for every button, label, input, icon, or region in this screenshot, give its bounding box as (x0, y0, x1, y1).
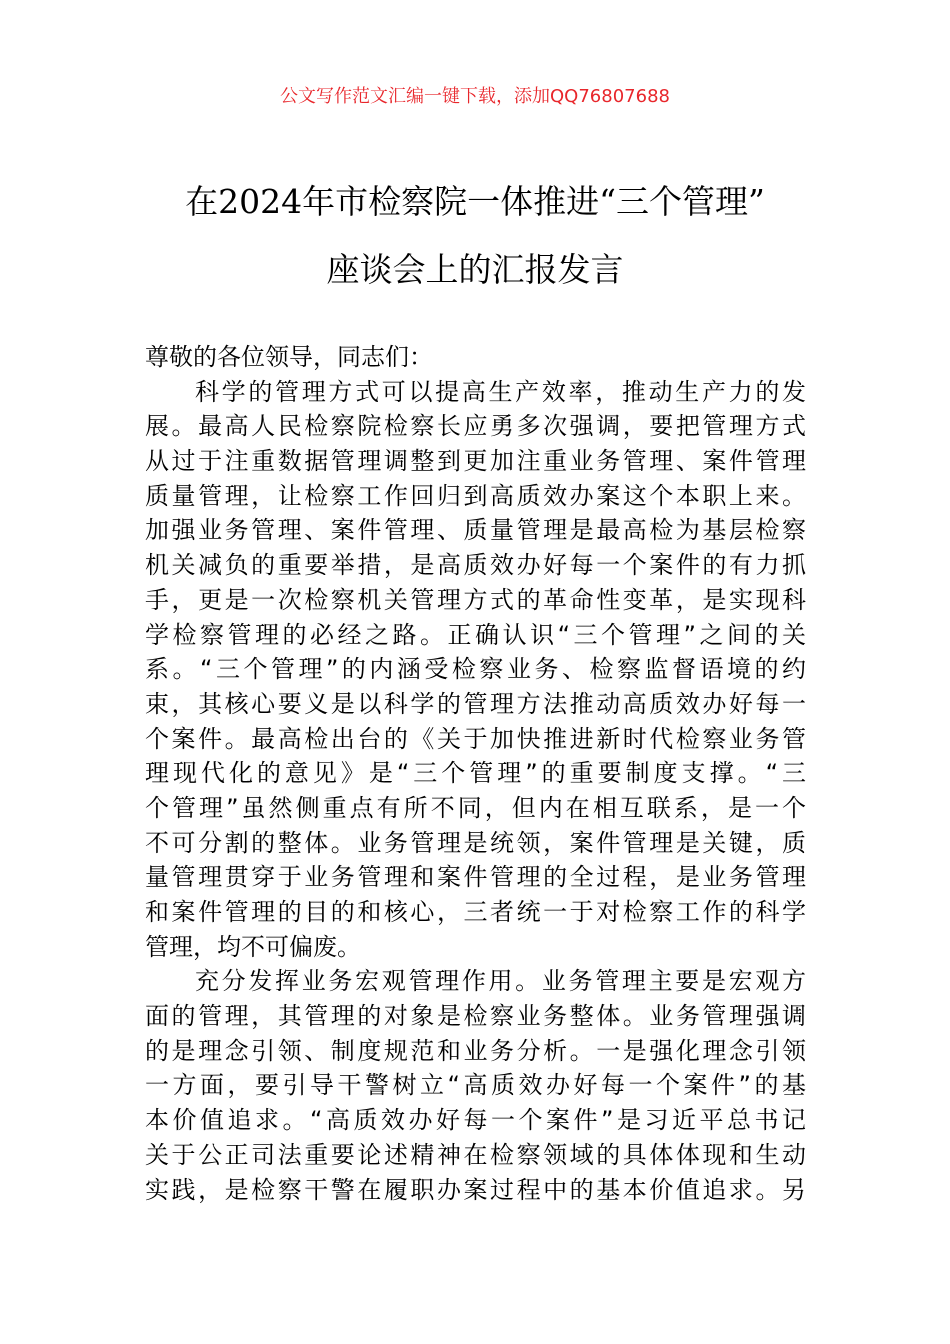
paragraph-line: 的是理念引领、制度规范和业务分析。一是强化理念引领 (145, 1036, 806, 1065)
paragraph-line: 个管理”虽然侧重点有所不同，但内在相互联系，是一个 (145, 793, 806, 822)
paragraph-line: 一方面，要引导干警树立“高质效办好每一个案件”的基 (145, 1071, 806, 1100)
paragraph-line: 充分发挥业务宏观管理作用。业务管理主要是宏观方 (195, 967, 806, 996)
paragraph-line: 个案件。最高检出台的《关于加快推进新时代检察业务管 (145, 724, 806, 753)
paragraph-line: 从过于注重数据管理调整到更加注重业务管理、案件管理 (145, 447, 806, 476)
paragraph-line: 管理，均不可偏废。 (145, 932, 361, 961)
paragraphs (145, 375, 806, 1208)
document-body (145, 340, 806, 1207)
document-title-line-1: 在2024年市检察院一体推进“三个管理” (185, 182, 765, 221)
paragraph-line: 不可分割的整体。业务管理是统领，案件管理是关键，质 (145, 828, 806, 857)
paragraph-line: 理现代化的意见》是“三个管理”的重要制度支撑。“三 (145, 759, 806, 788)
paragraph-line: 实践，是检察干警在履职办案过程中的基本价值追求。另 (145, 1175, 806, 1204)
paragraph-line: 科学的管理方式可以提高生产效率，推动生产力的发 (195, 377, 806, 406)
paragraph-line: 关于公正司法重要论述精神在检察领域的具体体现和生动 (145, 1140, 806, 1169)
paragraph-line: 加强业务管理、案件管理、质量管理是最高检为基层检察 (145, 516, 806, 545)
paragraph-line: 学检察管理的必经之路。正确认识“三个管理”之间的关 (145, 620, 806, 649)
paragraph-line: 展。最高人民检察院检察长应勇多次强调，要把管理方式 (145, 412, 806, 441)
paragraph-line: 质量管理，让检察工作回归到高质效办案这个本职上来。 (145, 481, 806, 510)
salutation: 尊敬的各位领导，同志们： (145, 343, 433, 371)
paragraph-line: 本价值追求。“高质效办好每一个案件”是习近平总书记 (145, 1106, 806, 1135)
paragraph-line: 量管理贯穿于业务管理和案件管理的全过程，是业务管理 (145, 863, 806, 892)
paragraph-line: 系。“三个管理”的内涵受检察业务、检察监督语境的约 (145, 655, 806, 684)
paragraph-line: 束，其核心要义是以科学的管理方法推动高质效办好每一 (145, 689, 806, 718)
paragraph-line: 机关减负的重要举措，是高质效办好每一个案件的有力抓 (145, 551, 806, 580)
watermark-header: 公文写作范文汇编一键下载，添加QQ76807688 (280, 86, 670, 107)
document-title-line-2: 座谈会上的汇报发言 (326, 250, 624, 289)
paragraph (145, 964, 806, 1207)
paragraph-line: 和案件管理的目的和核心，三者统一于对检察工作的科学 (145, 898, 806, 926)
paragraph-line: 面的管理，其管理的对象是检察业务整体。业务管理强调 (145, 1002, 806, 1031)
paragraph (145, 375, 806, 965)
paragraph-line: 手，更是一次检察机关管理方式的革命性变革，是实现科 (145, 585, 806, 614)
